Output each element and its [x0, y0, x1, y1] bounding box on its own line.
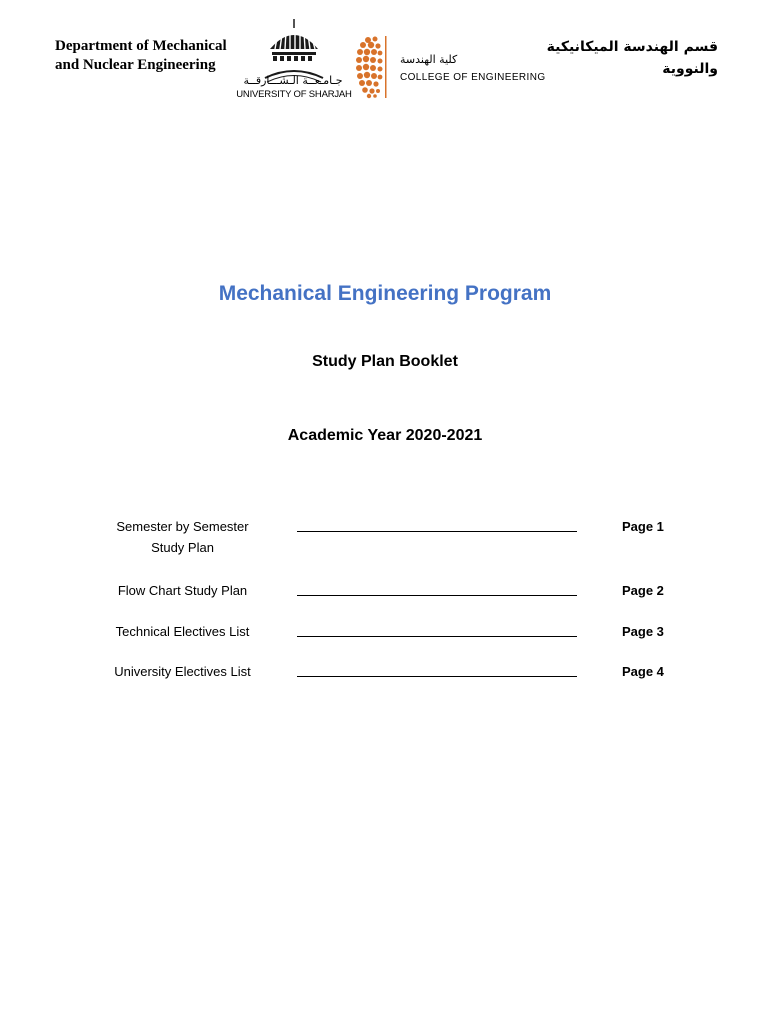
toc-entry [0, 621, 770, 665]
college-name-arabic: كلية الهندسة [400, 53, 458, 66]
toc-entry-label [100, 621, 265, 642]
toc-entry [0, 580, 770, 624]
booklet-subtitle: Study Plan Booklet [312, 353, 458, 370]
toc-entry-label-line1: Semester by Semester [116, 519, 249, 534]
program-title: Mechanical Engineering Program [218, 282, 552, 305]
toc-leader-line [297, 531, 577, 532]
department-name-english-line1: Department of Mechanical [55, 38, 227, 54]
toc-entry-label-line1: University Electives List [114, 664, 251, 679]
department-name-english [55, 37, 245, 75]
college-name-english: COLLEGE OF ENGINEERING [400, 72, 546, 83]
university-name-arabic: جـامـعــة الـشـــارقــة [243, 74, 343, 87]
toc-page-number: Page 1 [622, 519, 664, 534]
toc-entry [0, 661, 770, 705]
college-of-engineering-logo [354, 34, 388, 100]
toc-entry-label [100, 580, 265, 601]
toc-entry-label [100, 516, 265, 558]
department-name-english-line2: and Nuclear Engineering [55, 57, 216, 73]
toc-page-number: Page 4 [622, 664, 664, 679]
toc-entry-label-line1: Technical Electives List [115, 624, 250, 639]
department-name-arabic [518, 36, 718, 80]
toc-leader-line [297, 595, 577, 596]
toc-page-number: Page 3 [622, 624, 664, 639]
department-name-arabic-line2: والنووية [662, 61, 718, 77]
toc-entry [0, 516, 770, 560]
toc-leader-line [297, 676, 577, 677]
toc-entry-label-line2: Study Plan [151, 540, 214, 555]
academic-year: Academic Year 2020-2021 [287, 427, 483, 444]
toc-leader-line [297, 636, 577, 637]
university-name-english: UNIVERSITY OF SHARJAH [236, 89, 352, 100]
toc-entry-label-line1: Flow Chart Study Plan [117, 583, 248, 598]
toc-entry-label [100, 661, 265, 682]
toc-page-number: Page 2 [622, 583, 664, 598]
department-name-arabic-line1: قسم الهندسة الميكانيكية [546, 39, 718, 55]
